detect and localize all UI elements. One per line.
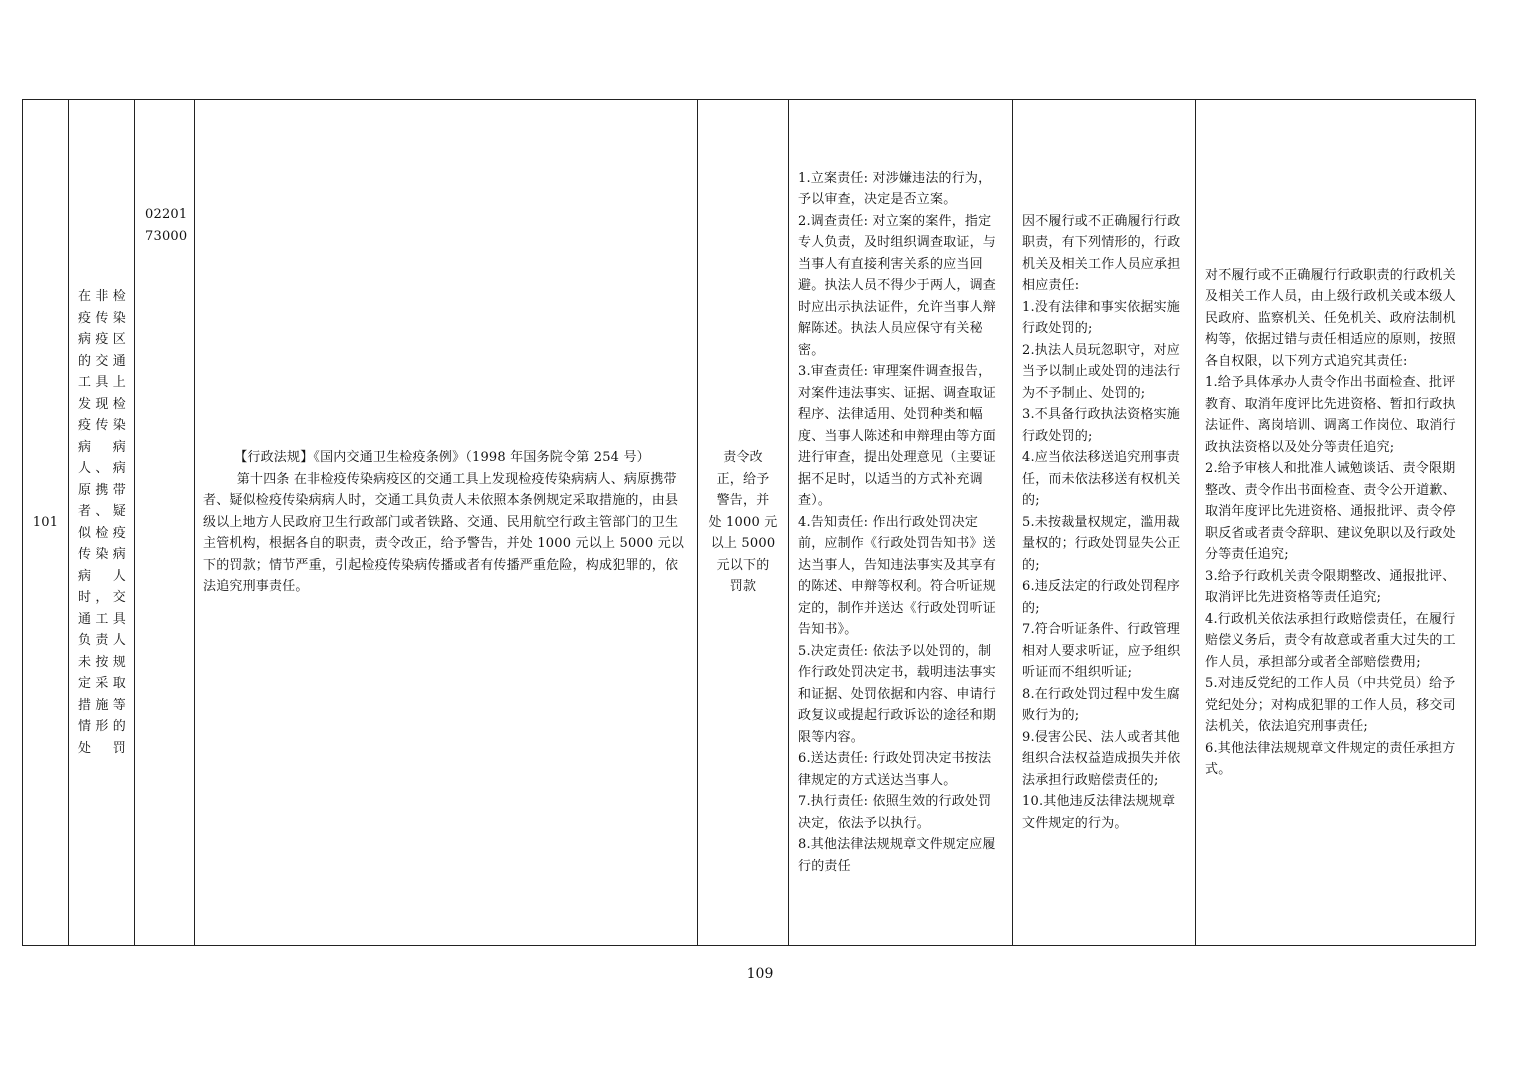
penalty-cell (698, 100, 789, 946)
responsibility-item: 7.执行责任: 依照生效的行政处罚决定，依法予以执行。 (798, 794, 992, 831)
method-item: 6.其他法律法规规章文件规定的责任承担方式。 (1205, 740, 1456, 777)
page-number: 109 (746, 966, 774, 982)
responsibility-item: 1.立案责任: 对涉嫌违法的行为，予以审查，决定是否立案。 (798, 170, 992, 208)
legal-basis-cell (195, 100, 698, 946)
responsibility-item: 3.审查责任: 审理案件调查报告，对案件违法事实、证据、调查取证程序、法律适用、处罚种类和幅度、当事人陈述和申辩理由等方面进行审查，提出处理意见（主要证据不足时，以适当的方式补充调查）。 (798, 364, 997, 509)
accountability-methods-cell (1196, 100, 1476, 946)
method-item: 4.行政机关依法承担行政赔偿责任，在履行赔偿义务后，责令有故意或者重大过失的工作人员，承担部分或者全部赔偿费用; (1205, 611, 1456, 670)
responsibility-item: 2.调查责任: 对立案的案件，指定专人负责，及时组织调查取证，与当事人有直接利害关系的应当回避。执法人员不得少于两人，调查时应出示执法证件，允许当事人辩解陈述。执法人员应保守有关秘密。 (798, 213, 997, 358)
condition-item: 9.侵害公民、法人或者其他组织合法权益造成损失并依法承担行政赔偿责任的; (1022, 729, 1181, 788)
legal-basis-law: 【行政法规】《国内交通卫生检疫条例》（1998 年国务院令第 254 号） (234, 450, 650, 466)
accountability-conditions-list (1013, 211, 1195, 835)
item-name-cell (69, 100, 135, 946)
legal-basis (195, 447, 697, 598)
accountability-methods-list (1196, 265, 1475, 781)
responsibility-item: 5.决定责任: 依法予以处罚的，制作行政处罚决定书，载明违法事实和证据、处罚依据和内容、申请行政复议或提起行政诉讼的途径和期限等内容。 (798, 643, 997, 745)
legal-basis-article: 第十四条 在非检疫传染病疫区的交通工具上发现检疫传染病病人、病原携带者、疑似检疫传染病病人时，交通工具负责人未依照本条例规定采取措施的，由县级以上地方人民政府卫生行政部门或者铁路、交通、民用航空行政主管部门的卫生主管机构，根据各自的职责，责令改正，给予警告，并处 1000 元以上 5000 元以下的罚款；情节严重，引起检疫传染病传播或者有传播严重危险，构成犯罪的，依法追究刑事责任。 (203, 471, 685, 595)
row-number-cell (23, 100, 69, 946)
responsibility-item: 4.告知责任: 作出行政处罚决定前，应制作《行政处罚告知书》送达当事人，告知违法事实及其享有的陈述、申辩等权利。符合听证规定的，制作并送达《行政处罚听证告知书》。 (798, 514, 997, 638)
responsibility-list (789, 168, 1012, 878)
responsibility-item: 6.送达责任: 行政处罚决定书按法律规定的方式送达当事人。 (798, 751, 992, 788)
responsibility-item: 8.其他法律法规规章文件规定应履行的责任 (798, 837, 996, 874)
method-item: 1.给予具体承办人责令作出书面检查、批评教育、取消年度评比先进资格、暂扣行政执法证件、离岗培训、调离工作岗位、取消行政执法资格以及处分等责任追究; (1205, 375, 1456, 455)
method-item: 5.对违反党纪的工作人员（中共党员）给予党纪处分；对构成犯罪的工作人员，移交司法机关，依法追究刑事责任; (1205, 676, 1456, 734)
condition-item: 5.未按裁量权规定，滥用裁量权的；行政处罚显失公正的; (1022, 514, 1181, 573)
power-list-table (22, 99, 1476, 946)
condition-item: 2.执法人员玩忽职守，对应当予以制止或处罚的违法行为不予制止、处罚的; (1022, 342, 1181, 401)
method-item: 对不履行或不正确履行行政职责的行政机关及相关工作人员，由上级行政机关或本级人民政府、监察机关、任免机关、政府法制机构等，依据过错与责任相适应的原则，按照各自权限，以下列方式追究其责任: (1205, 267, 1456, 369)
method-item: 2.给予审核人和批准人诫勉谈话、责令限期整改、责令作出书面检查、责令公开道歉、取消年度评比先进资格、通报批评、责令停职反省或者责令辞职、建议免职以及行政处分等责任追究; (1205, 461, 1456, 562)
row-number: 101 (32, 514, 59, 530)
condition-item: 因不履行或不正确履行行政职责，有下列情形的，行政机关及相关工作人员应承担相应责任: (1022, 213, 1181, 294)
condition-item: 1.没有法律和事实依据实施行政处罚的; (1022, 299, 1181, 337)
accountability-conditions-cell (1013, 100, 1196, 946)
method-item: 3.给予行政机关责令限期整改、通报批评、取消评比先进资格等责任追究; (1205, 568, 1456, 605)
condition-item: 6.违反法定的行政处罚程序的; (1022, 579, 1181, 616)
penalty-text: 责令改 正，给予 警告，并 处 1000 元 以上 5000 元以下的 罚款 (708, 450, 778, 595)
condition-item: 4.应当依法移送追究刑事责任，而未依法移送有权机关的; (1022, 450, 1181, 509)
condition-item: 8.在行政处罚过程中发生腐败行为的; (1022, 686, 1181, 724)
item-name: 在非检 疫传染 病疫区 的交通 工具上 发现检 疫传染 病 病 人、病 原携带 者、疑 似检疫 传染病 病 人 时，交 通工具 负责人 未按规 定采取 措施等 情形的 处罚 (78, 289, 126, 756)
condition-item: 7.符合听证条件、行政管理相对人要求听证，应予组织听证而不组织听证; (1022, 622, 1181, 681)
item-code-cell (135, 100, 195, 946)
responsibility-cell (789, 100, 1013, 946)
condition-item: 3.不具备行政执法资格实施行政处罚的; (1022, 407, 1181, 444)
condition-item: 10.其他违反法律法规规章文件规定的行为。 (1022, 794, 1176, 831)
item-code: 02201 73000 (145, 207, 188, 244)
table-row (23, 100, 1476, 946)
